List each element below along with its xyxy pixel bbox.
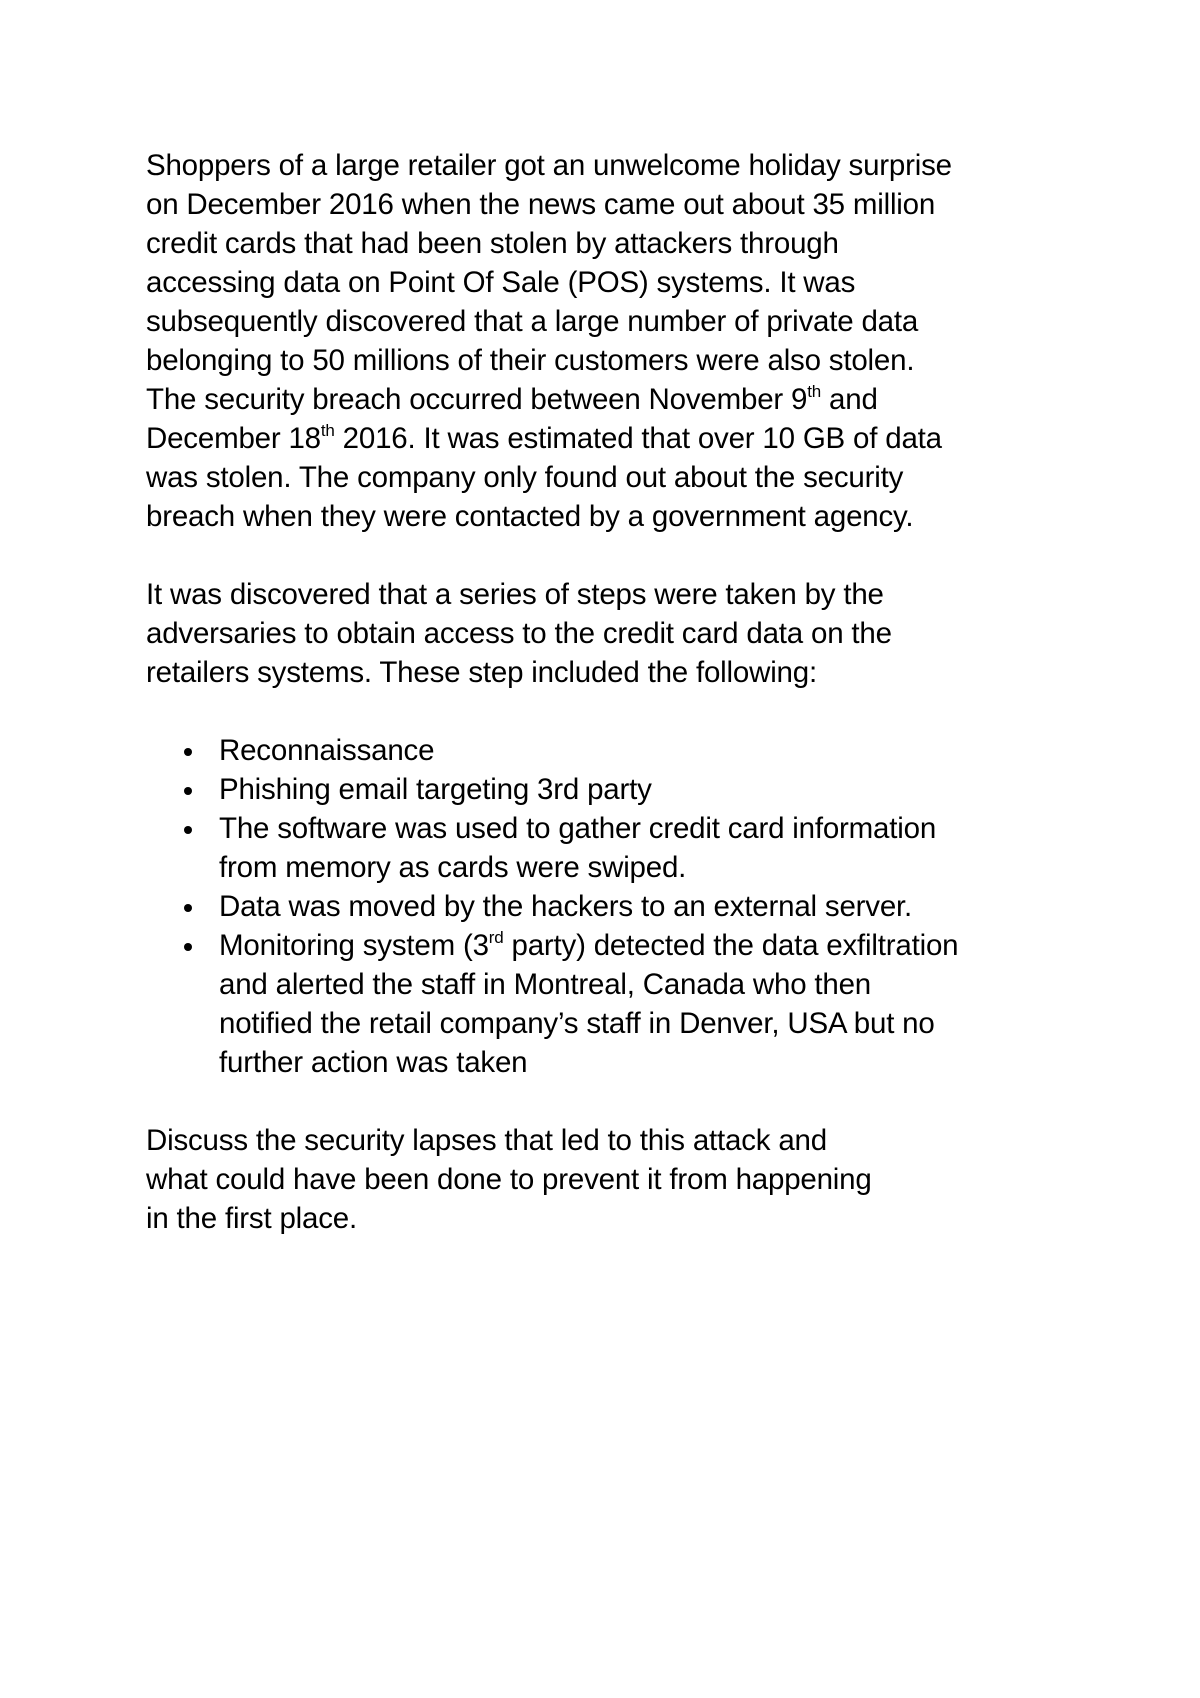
text-line: It was discovered that a series of steps were taken by the — [146, 578, 884, 611]
text-line — [146, 380, 1066, 419]
attack-steps-list — [146, 731, 1066, 1082]
text-line: subsequently discovered that a large number of private data — [146, 305, 919, 338]
text-line: adversaries to obtain access to the credit card data on the — [146, 617, 892, 650]
text-line: Data was moved by the hackers to an external server. — [219, 890, 913, 923]
text-line: in the first place. — [146, 1202, 357, 1235]
text-line: retailers systems. These step included the following: — [146, 656, 817, 689]
text-line: further action was taken — [219, 1046, 528, 1079]
ordinal-suffix: th — [807, 382, 822, 401]
text-line: breach when they were contacted by a government agency. — [146, 500, 914, 533]
bullet-icon — [184, 826, 192, 834]
text-line: credit cards that had been stolen by attackers through — [146, 227, 839, 260]
text-segment: party) detected the data exfiltration — [503, 929, 959, 962]
text-line: Shoppers of a large retailer got an unwelcome holiday surprise — [146, 149, 952, 182]
document-body — [146, 146, 1066, 1238]
bullet-icon — [184, 904, 192, 912]
text-line: notified the retail company’s staff in Denver, USA but no — [219, 1007, 935, 1040]
bullet-icon — [184, 787, 192, 795]
text-segment: and — [821, 383, 878, 416]
text-line — [146, 419, 1066, 458]
discussion-prompt-paragraph — [146, 1121, 1066, 1238]
ordinal-suffix: rd — [488, 928, 504, 947]
text-line: accessing data on Point Of Sale (POS) systems. It was — [146, 266, 856, 299]
text-line: belonging to 50 millions of their customers were also stolen. — [146, 344, 915, 377]
text-line: The software was used to gather credit card information — [219, 812, 937, 845]
text-segment: The security breach occurred between November 9 — [146, 383, 808, 416]
text-line — [219, 926, 1066, 965]
text-segment: Monitoring system (3 — [219, 929, 489, 962]
intro-paragraph — [146, 146, 1066, 536]
text-line: Phishing email targeting 3rd party — [219, 773, 652, 806]
list-item — [146, 926, 1066, 1082]
text-line: from memory as cards were swiped. — [219, 851, 687, 884]
list-item — [146, 731, 1066, 770]
text-line: Reconnaissance — [219, 734, 435, 767]
bullet-icon — [184, 943, 192, 951]
text-line: on December 2016 when the news came out about 35 million — [146, 188, 936, 221]
list-item — [146, 770, 1066, 809]
steps-intro-paragraph — [146, 575, 1066, 692]
text-line: what could have been done to prevent it from happening — [146, 1163, 872, 1196]
bullet-icon — [184, 748, 192, 756]
ordinal-suffix: th — [320, 421, 335, 440]
text-line: and alerted the staff in Montreal, Canada who then — [219, 968, 872, 1001]
text-line: was stolen. The company only found out about the security — [146, 461, 904, 494]
list-item — [146, 809, 1066, 887]
text-line: Discuss the security lapses that led to this attack and — [146, 1124, 827, 1157]
text-segment: December 18 — [146, 422, 321, 455]
text-segment: 2016. It was estimated that over 10 GB of data — [334, 422, 942, 455]
list-item — [146, 887, 1066, 926]
